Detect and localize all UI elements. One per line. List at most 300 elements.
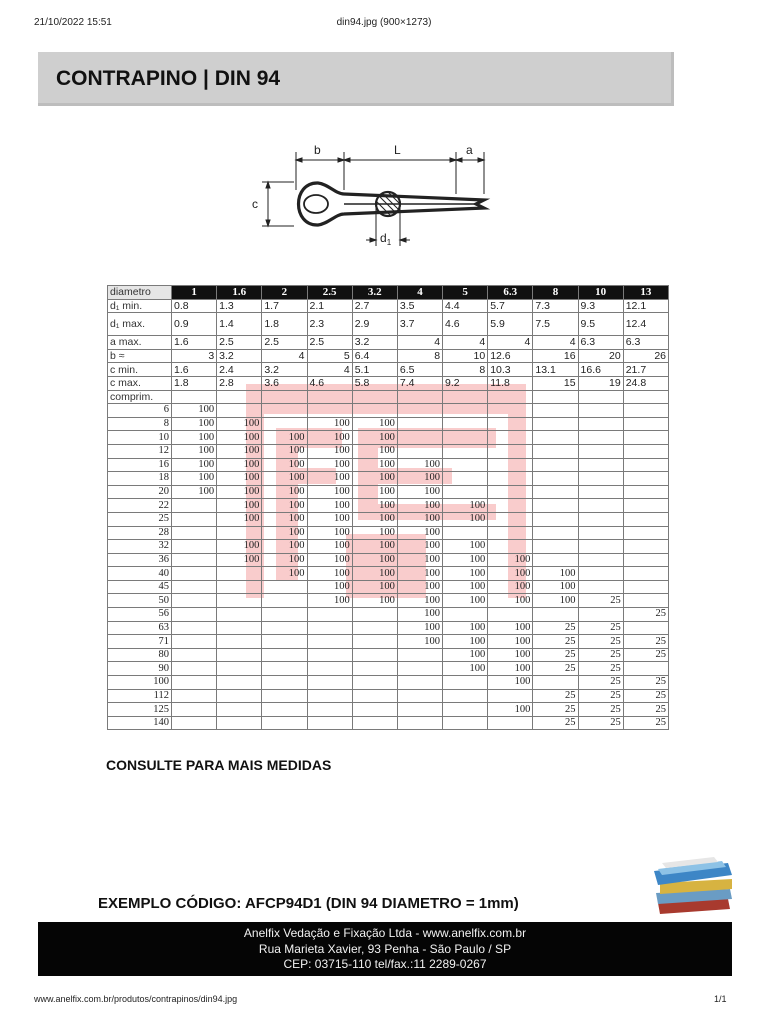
quantity-cell xyxy=(623,472,668,486)
quantity-cell: 25 xyxy=(623,676,668,690)
property-cell: 2.7 xyxy=(352,299,397,313)
quantity-cell: 25 xyxy=(578,648,623,662)
property-label: b ≈ xyxy=(108,349,172,363)
diameter-header: 2 xyxy=(262,286,307,300)
quantity-cell xyxy=(262,580,307,594)
empty-cell xyxy=(443,390,488,404)
property-cell: 12.4 xyxy=(623,313,668,336)
quantity-cell: 100 xyxy=(443,594,488,608)
quantity-cell: 100 xyxy=(352,553,397,567)
quantity-cell: 100 xyxy=(217,458,262,472)
length-row xyxy=(108,703,669,717)
quantity-cell xyxy=(397,676,442,690)
property-label: c max. xyxy=(108,376,172,390)
property-cell: 4 xyxy=(488,336,533,350)
quantity-cell xyxy=(262,608,307,622)
length-row xyxy=(108,608,669,622)
print-page-number: 1/1 xyxy=(714,994,727,1004)
quantity-cell: 100 xyxy=(307,431,352,445)
property-cell: 10 xyxy=(443,349,488,363)
quantity-cell: 100 xyxy=(352,594,397,608)
quantity-cell xyxy=(172,676,217,690)
quantity-cell: 100 xyxy=(172,458,217,472)
quantity-cell: 100 xyxy=(397,499,442,513)
empty-cell xyxy=(488,390,533,404)
property-cell: 24.8 xyxy=(623,376,668,390)
length-value: 56 xyxy=(108,608,172,622)
quantity-cell xyxy=(578,417,623,431)
quantity-cell xyxy=(443,417,488,431)
property-label: d₁ max. xyxy=(108,313,172,336)
quantity-cell: 25 xyxy=(533,621,578,635)
quantity-cell: 100 xyxy=(262,472,307,486)
diameter-header: 4 xyxy=(397,286,442,300)
quantity-cell: 100 xyxy=(217,512,262,526)
length-value: 10 xyxy=(108,431,172,445)
property-label: d₁ min. xyxy=(108,299,172,313)
quantity-cell: 100 xyxy=(488,594,533,608)
length-value: 90 xyxy=(108,662,172,676)
quantity-cell xyxy=(352,621,397,635)
quantity-cell: 100 xyxy=(397,635,442,649)
length-row xyxy=(108,485,669,499)
quantity-cell: 100 xyxy=(397,594,442,608)
property-cell: 7.4 xyxy=(397,376,442,390)
quantity-cell: 25 xyxy=(533,662,578,676)
property-cell: 4.6 xyxy=(307,376,352,390)
empty-cell xyxy=(623,390,668,404)
footer-contact-line: CEP: 03715-110 tel/fax.:11 2289-0267 xyxy=(283,957,487,971)
empty-cell xyxy=(397,390,442,404)
quantity-cell: 100 xyxy=(443,540,488,554)
quantity-cell xyxy=(488,485,533,499)
quantity-cell: 100 xyxy=(352,458,397,472)
quantity-cell xyxy=(307,621,352,635)
quantity-cell: 100 xyxy=(217,444,262,458)
quantity-cell: 25 xyxy=(578,703,623,717)
property-row xyxy=(108,363,669,377)
page-title: CONTRAPINO | DIN 94 xyxy=(56,67,281,90)
quantity-cell xyxy=(443,444,488,458)
quantity-cell xyxy=(172,594,217,608)
property-cell: 4 xyxy=(307,363,352,377)
label-L: L xyxy=(394,143,401,157)
quantity-cell: 100 xyxy=(262,444,307,458)
quantity-cell xyxy=(488,404,533,418)
length-value: 25 xyxy=(108,512,172,526)
length-row xyxy=(108,512,669,526)
quantity-cell xyxy=(488,417,533,431)
quantity-cell: 100 xyxy=(488,676,533,690)
empty-cell xyxy=(533,390,578,404)
property-cell: 15 xyxy=(533,376,578,390)
property-cell: 2.8 xyxy=(217,376,262,390)
quantity-cell xyxy=(578,540,623,554)
empty-cell xyxy=(217,390,262,404)
quantity-cell: 100 xyxy=(262,512,307,526)
length-value: 71 xyxy=(108,635,172,649)
quantity-cell: 25 xyxy=(533,635,578,649)
quantity-cell xyxy=(443,404,488,418)
length-row xyxy=(108,540,669,554)
length-value: 8 xyxy=(108,417,172,431)
quantity-cell xyxy=(578,553,623,567)
quantity-cell: 100 xyxy=(172,431,217,445)
quantity-cell xyxy=(488,526,533,540)
length-row xyxy=(108,689,669,703)
quantity-cell xyxy=(262,404,307,418)
quantity-cell xyxy=(217,526,262,540)
label-c: c xyxy=(252,197,258,211)
quantity-cell xyxy=(172,580,217,594)
quantity-cell: 100 xyxy=(307,472,352,486)
property-label: c min. xyxy=(108,363,172,377)
quantity-cell xyxy=(443,716,488,730)
property-cell: 8 xyxy=(397,349,442,363)
diameter-header: 1 xyxy=(172,286,217,300)
quantity-cell xyxy=(262,716,307,730)
quantity-cell xyxy=(623,444,668,458)
label-d1: $d_1$ xyxy=(380,231,392,247)
quantity-cell: 100 xyxy=(397,472,442,486)
quantity-cell: 100 xyxy=(488,635,533,649)
quantity-cell xyxy=(533,526,578,540)
length-value: 125 xyxy=(108,703,172,717)
print-datetime: 21/10/2022 15:51 xyxy=(34,17,112,28)
property-cell: 1.7 xyxy=(262,299,307,313)
diameter-header: 10 xyxy=(578,286,623,300)
quantity-cell xyxy=(578,580,623,594)
quantity-cell xyxy=(578,458,623,472)
quantity-cell: 100 xyxy=(443,567,488,581)
quantity-cell: 25 xyxy=(578,676,623,690)
quantity-cell xyxy=(533,431,578,445)
quantity-cell xyxy=(533,676,578,690)
property-cell: 19 xyxy=(578,376,623,390)
property-cell: 1.8 xyxy=(262,313,307,336)
quantity-cell xyxy=(488,458,533,472)
quantity-cell: 100 xyxy=(443,621,488,635)
quantity-cell xyxy=(578,404,623,418)
diameter-header: 6.3 xyxy=(488,286,533,300)
property-cell: 1.6 xyxy=(172,363,217,377)
quantity-cell: 100 xyxy=(172,404,217,418)
quantity-cell xyxy=(172,567,217,581)
quantity-cell: 100 xyxy=(397,621,442,635)
cotter-pin-diagram xyxy=(248,142,508,254)
quantity-cell xyxy=(623,594,668,608)
property-cell: 6.3 xyxy=(578,336,623,350)
quantity-cell xyxy=(262,689,307,703)
property-cell: 4.4 xyxy=(443,299,488,313)
quantity-cell: 100 xyxy=(352,580,397,594)
quantity-cell xyxy=(488,689,533,703)
property-cell: 4 xyxy=(443,336,488,350)
quantity-cell xyxy=(352,662,397,676)
quantity-cell xyxy=(488,431,533,445)
length-value: 100 xyxy=(108,676,172,690)
diameter-header: 8 xyxy=(533,286,578,300)
quantity-cell: 25 xyxy=(578,594,623,608)
quantity-cell: 100 xyxy=(488,703,533,717)
quantity-cell xyxy=(578,472,623,486)
footer-company-line: Anelfix Vedação e Fixação Ltda - www.anelfix.com.br xyxy=(243,926,527,940)
property-cell: 16 xyxy=(533,349,578,363)
quantity-cell: 100 xyxy=(307,540,352,554)
length-value: 20 xyxy=(108,485,172,499)
quantity-cell: 100 xyxy=(443,648,488,662)
property-cell: 1.8 xyxy=(172,376,217,390)
print-url: www.anelfix.com.br/produtos/contrapinos/din94.jpg xyxy=(34,994,238,1004)
quantity-cell xyxy=(578,444,623,458)
property-cell: 2.4 xyxy=(217,363,262,377)
quantity-cell: 100 xyxy=(352,431,397,445)
quantity-cell: 25 xyxy=(533,716,578,730)
length-row xyxy=(108,526,669,540)
quantity-cell: 100 xyxy=(352,526,397,540)
quantity-cell: 100 xyxy=(352,485,397,499)
quantity-cell xyxy=(397,417,442,431)
empty-cell xyxy=(172,390,217,404)
quantity-cell xyxy=(443,526,488,540)
quantity-cell xyxy=(488,512,533,526)
property-cell: 9.5 xyxy=(578,313,623,336)
quantity-cell xyxy=(172,608,217,622)
empty-cell xyxy=(352,390,397,404)
quantity-cell xyxy=(488,499,533,513)
quantity-cell: 25 xyxy=(623,648,668,662)
quantity-cell: 100 xyxy=(352,567,397,581)
property-cell: 5.7 xyxy=(488,299,533,313)
length-value: 32 xyxy=(108,540,172,554)
quantity-cell xyxy=(623,580,668,594)
quantity-cell xyxy=(217,404,262,418)
property-cell: 11.8 xyxy=(488,376,533,390)
length-row xyxy=(108,567,669,581)
length-row xyxy=(108,676,669,690)
quantity-cell xyxy=(217,635,262,649)
quantity-cell: 100 xyxy=(172,444,217,458)
property-cell: 6.4 xyxy=(352,349,397,363)
property-cell: 3.7 xyxy=(397,313,442,336)
quantity-cell: 100 xyxy=(397,526,442,540)
quantity-cell: 100 xyxy=(443,512,488,526)
quantity-cell xyxy=(578,526,623,540)
quantity-cell xyxy=(533,444,578,458)
quantity-cell xyxy=(397,716,442,730)
length-row xyxy=(108,594,669,608)
quantity-cell: 25 xyxy=(578,716,623,730)
quantity-cell: 25 xyxy=(578,621,623,635)
length-value: 45 xyxy=(108,580,172,594)
quantity-cell xyxy=(262,594,307,608)
quantity-cell xyxy=(578,431,623,445)
quantity-cell: 100 xyxy=(262,540,307,554)
property-cell: 2.5 xyxy=(307,336,352,350)
quantity-cell xyxy=(443,608,488,622)
quantity-cell: 100 xyxy=(352,417,397,431)
quantity-cell xyxy=(307,662,352,676)
quantity-cell: 100 xyxy=(397,485,442,499)
quantity-cell xyxy=(533,458,578,472)
property-row xyxy=(108,376,669,390)
quantity-cell xyxy=(217,689,262,703)
quantity-cell xyxy=(488,472,533,486)
length-value: 63 xyxy=(108,621,172,635)
quantity-cell: 100 xyxy=(217,485,262,499)
property-row xyxy=(108,349,669,363)
length-value: 40 xyxy=(108,567,172,581)
quantity-cell xyxy=(533,540,578,554)
quantity-cell: 100 xyxy=(307,499,352,513)
property-cell: 1.3 xyxy=(217,299,262,313)
length-value: 22 xyxy=(108,499,172,513)
quantity-cell xyxy=(172,553,217,567)
quantity-cell: 100 xyxy=(488,648,533,662)
quantity-cell: 100 xyxy=(533,594,578,608)
quantity-cell xyxy=(397,444,442,458)
quantity-cell xyxy=(217,676,262,690)
quantity-cell xyxy=(623,567,668,581)
length-row xyxy=(108,458,669,472)
books-image xyxy=(652,857,734,915)
length-header: comprim. xyxy=(108,390,172,404)
quantity-cell: 100 xyxy=(217,499,262,513)
print-filename: din94.jpg (900×1273) xyxy=(336,17,432,28)
quantity-cell xyxy=(172,648,217,662)
quantity-cell: 100 xyxy=(443,499,488,513)
company-footer xyxy=(38,922,732,976)
quantity-cell: 100 xyxy=(443,635,488,649)
quantity-cell: 100 xyxy=(172,485,217,499)
quantity-cell xyxy=(578,485,623,499)
quantity-cell: 100 xyxy=(397,567,442,581)
property-cell: 13.1 xyxy=(533,363,578,377)
quantity-cell xyxy=(307,703,352,717)
quantity-cell: 25 xyxy=(623,635,668,649)
property-cell: 4 xyxy=(533,336,578,350)
property-cell: 2.5 xyxy=(262,336,307,350)
quantity-cell xyxy=(578,608,623,622)
property-cell: 10.3 xyxy=(488,363,533,377)
empty-cell xyxy=(578,390,623,404)
title-bar xyxy=(38,52,674,106)
quantity-cell: 25 xyxy=(533,689,578,703)
quantity-cell xyxy=(623,553,668,567)
quantity-cell: 100 xyxy=(352,472,397,486)
quantity-cell xyxy=(352,716,397,730)
property-cell: 4 xyxy=(397,336,442,350)
quantity-cell: 100 xyxy=(488,621,533,635)
quantity-cell: 100 xyxy=(262,485,307,499)
label-b: b xyxy=(314,143,321,157)
quantity-cell xyxy=(397,431,442,445)
quantity-cell: 100 xyxy=(443,662,488,676)
length-row xyxy=(108,499,669,513)
quantity-cell xyxy=(443,458,488,472)
property-cell: 7.3 xyxy=(533,299,578,313)
length-row xyxy=(108,404,669,418)
quantity-cell xyxy=(262,676,307,690)
quantity-cell: 100 xyxy=(397,553,442,567)
quantity-cell xyxy=(533,512,578,526)
quantity-cell xyxy=(623,404,668,418)
length-row xyxy=(108,635,669,649)
length-row xyxy=(108,472,669,486)
quantity-cell: 100 xyxy=(533,567,578,581)
quantity-cell xyxy=(172,499,217,513)
property-cell: 3.2 xyxy=(217,349,262,363)
quantity-cell xyxy=(352,635,397,649)
quantity-cell xyxy=(352,689,397,703)
quantity-cell: 100 xyxy=(443,580,488,594)
quantity-cell: 100 xyxy=(397,512,442,526)
quantity-cell xyxy=(217,567,262,581)
quantity-cell xyxy=(172,526,217,540)
length-row xyxy=(108,431,669,445)
quantity-cell xyxy=(397,648,442,662)
quantity-cell xyxy=(352,608,397,622)
quantity-cell: 100 xyxy=(307,458,352,472)
quantity-cell xyxy=(262,635,307,649)
quantity-cell: 100 xyxy=(172,417,217,431)
quantity-cell: 100 xyxy=(307,553,352,567)
quantity-cell: 25 xyxy=(623,716,668,730)
property-cell: 9.2 xyxy=(443,376,488,390)
quantity-cell: 100 xyxy=(217,553,262,567)
quantity-cell xyxy=(172,540,217,554)
label-a: a xyxy=(466,143,473,157)
quantity-cell xyxy=(443,485,488,499)
quantity-cell: 100 xyxy=(397,608,442,622)
property-row xyxy=(108,299,669,313)
quantity-cell xyxy=(578,567,623,581)
diameter-header: 5 xyxy=(443,286,488,300)
property-cell: 26 xyxy=(623,349,668,363)
empty-cell xyxy=(307,390,352,404)
quantity-cell xyxy=(623,662,668,676)
diameter-header-row xyxy=(108,286,669,300)
quantity-cell xyxy=(578,499,623,513)
quantity-cell: 100 xyxy=(488,553,533,567)
quantity-cell: 100 xyxy=(262,431,307,445)
quantity-cell xyxy=(307,716,352,730)
quantity-cell xyxy=(623,458,668,472)
length-row xyxy=(108,716,669,730)
quantity-cell xyxy=(533,404,578,418)
consult-note: CONSULTE PARA MAIS MEDIDAS xyxy=(106,757,332,773)
length-value: 16 xyxy=(108,458,172,472)
quantity-cell xyxy=(307,608,352,622)
property-cell: 6.3 xyxy=(623,336,668,350)
property-cell: 6.5 xyxy=(397,363,442,377)
diameter-header: 1.6 xyxy=(217,286,262,300)
quantity-cell xyxy=(217,594,262,608)
length-value: 36 xyxy=(108,553,172,567)
quantity-cell xyxy=(262,621,307,635)
length-value: 50 xyxy=(108,594,172,608)
quantity-cell: 25 xyxy=(533,703,578,717)
quantity-cell xyxy=(488,608,533,622)
quantity-cell: 100 xyxy=(397,540,442,554)
property-cell: 20 xyxy=(578,349,623,363)
quantity-cell xyxy=(172,716,217,730)
property-cell: 4 xyxy=(262,349,307,363)
property-cell: 3.2 xyxy=(352,336,397,350)
property-cell: 7.5 xyxy=(533,313,578,336)
quantity-cell xyxy=(397,703,442,717)
quantity-cell xyxy=(172,635,217,649)
